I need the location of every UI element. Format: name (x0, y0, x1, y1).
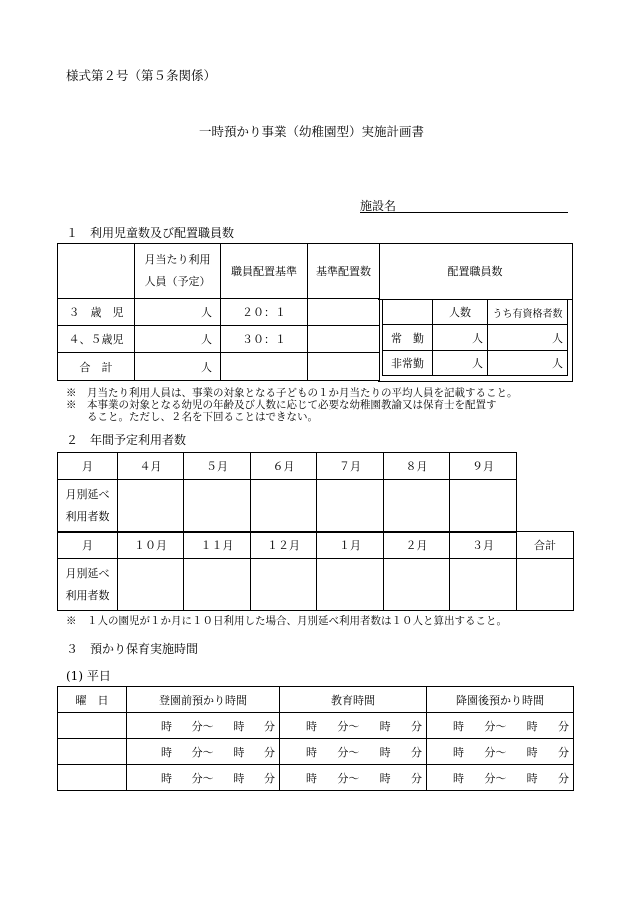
row-unit[interactable]: 人 (135, 326, 221, 353)
after-care-header: 降園後預かり時間 (427, 687, 574, 713)
month-cell: ２月 (384, 532, 450, 559)
table-row (58, 353, 380, 381)
before-time-cell[interactable]: 時 分～ 時 分 (127, 765, 280, 791)
parttime-qualified[interactable]: 人 (488, 351, 568, 376)
assigned-staff-table (382, 299, 568, 376)
usage-cell[interactable] (184, 480, 251, 533)
row-label: 合 計 (58, 353, 135, 381)
row-label: ４、５歳児 (58, 326, 135, 353)
usage-cell[interactable] (450, 480, 517, 533)
month-cell: ８月 (384, 453, 450, 480)
section1-note-1: ※ 月当たり利用人員は、事業の対象となる子どもの１か月当たりの平均人員を記載すること。 (66, 387, 518, 399)
day-cell[interactable] (58, 765, 127, 791)
month-cell: １２月 (251, 532, 317, 559)
usage-cell[interactable] (317, 559, 384, 611)
usage-cell[interactable] (184, 559, 251, 611)
assigned-staff-header: 配置職員数 (378, 244, 572, 300)
month-cell: １１月 (184, 532, 251, 559)
section1-note-2: ※ 本事業の対象となる幼児の年齢及び人数に応じて必要な幼稚園教諭又は保育士を配置す (66, 399, 497, 411)
staffing-table (57, 243, 380, 381)
month-cell: ７月 (317, 453, 384, 480)
row-ratio: ２０：１ (221, 299, 308, 326)
row-unit[interactable]: 人 (135, 353, 221, 381)
day-header: 曜 日 (58, 687, 127, 713)
staff-ratio-header: 職員配置基準 (221, 244, 308, 299)
section1-note-3: ること。ただし、２名を下回ることはできない。 (66, 411, 318, 423)
row-unit[interactable]: 人 (135, 299, 221, 326)
after-time-cell[interactable]: 時 分～ 時 分 (427, 765, 574, 791)
month-cell: １０月 (118, 532, 184, 559)
headcount-header: 人数 (433, 300, 488, 325)
section3-heading: ３ 預かり保育実施時間 (66, 642, 199, 656)
total-cell[interactable] (517, 559, 574, 611)
total-header: 合計 (517, 532, 574, 559)
row-standard[interactable] (308, 326, 380, 353)
month-cell: ９月 (450, 453, 517, 480)
row-ratio (221, 353, 308, 381)
month-cell: １月 (317, 532, 384, 559)
month-cell: ６月 (251, 453, 317, 480)
form-number: 様式第２号（第５条関係） (66, 68, 217, 83)
day-cell[interactable] (58, 739, 127, 765)
facility-name-field (360, 197, 568, 213)
parttime-label: 非常勤 (383, 351, 433, 376)
facility-label: 施設名 (360, 199, 397, 213)
table-row (58, 713, 574, 739)
month-label: 月 (58, 453, 118, 480)
before-time-cell[interactable]: 時 分～ 時 分 (127, 739, 280, 765)
usage-cell[interactable] (251, 480, 317, 533)
fulltime-label: 常 勤 (383, 325, 433, 351)
row-ratio: ３０：１ (221, 326, 308, 353)
fulltime-qualified[interactable]: 人 (488, 325, 568, 351)
education-time-cell[interactable]: 時 分～ 時 分 (280, 739, 427, 765)
usage-cell[interactable] (317, 480, 384, 533)
table-row (58, 765, 574, 791)
section1-heading: １ 利用児童数及び配置職員数 (66, 226, 235, 240)
month-cell: ３月 (450, 532, 517, 559)
before-time-cell[interactable]: 時 分～ 時 分 (127, 713, 280, 739)
usage-cell[interactable] (384, 480, 450, 533)
table-row (58, 739, 574, 765)
usage-cell[interactable] (118, 559, 184, 611)
usage-cell[interactable] (384, 559, 450, 611)
month-cell: ５月 (184, 453, 251, 480)
standard-count-header: 基準配置数 (308, 244, 380, 299)
blank-header-cell (58, 244, 135, 299)
qualified-header: うち有資格者数 (488, 300, 568, 325)
before-care-header: 登園前預かり時間 (127, 687, 280, 713)
row-standard[interactable] (308, 299, 380, 326)
table-row (58, 299, 380, 326)
row-label: ３ 歳 児 (58, 299, 135, 326)
education-time-cell[interactable]: 時 分～ 時 分 (280, 713, 427, 739)
usage-label: 月別延べ 利用者数 (58, 480, 118, 533)
usage-cell[interactable] (118, 480, 184, 533)
after-time-cell[interactable]: 時 分～ 時 分 (427, 739, 574, 765)
usage-cell[interactable] (251, 559, 317, 611)
usage-cell[interactable] (450, 559, 517, 611)
usage-label: 月別延べ 利用者数 (58, 559, 118, 611)
table-row (58, 326, 380, 353)
month-label: 月 (58, 532, 118, 559)
row-standard[interactable] (308, 353, 380, 381)
section2-note: ※ １人の園児が１か月に１０日利用した場合、月別延べ利用者数は１０人と算出すること。 (66, 615, 507, 627)
day-cell[interactable] (58, 713, 127, 739)
document-title: 一時預かり事業（幼稚園型）実施計画書 (199, 124, 425, 139)
after-time-cell[interactable]: 時 分～ 時 分 (427, 713, 574, 739)
annual-usage-table-first (57, 452, 517, 533)
section2-heading: ２ 年間予定利用者数 (66, 433, 187, 447)
parttime-count[interactable]: 人 (433, 351, 488, 376)
month-cell: ４月 (118, 453, 184, 480)
care-hours-table (57, 686, 574, 791)
education-header: 教育時間 (280, 687, 427, 713)
annual-usage-table-second (57, 531, 574, 611)
monthly-users-header: 月当たり利用 人員（予定） (135, 244, 221, 299)
education-time-cell[interactable]: 時 分～ 時 分 (280, 765, 427, 791)
fulltime-count[interactable]: 人 (433, 325, 488, 351)
section3-subheading: (1) 平日 (66, 669, 111, 683)
sub-blank-cell (383, 300, 433, 325)
